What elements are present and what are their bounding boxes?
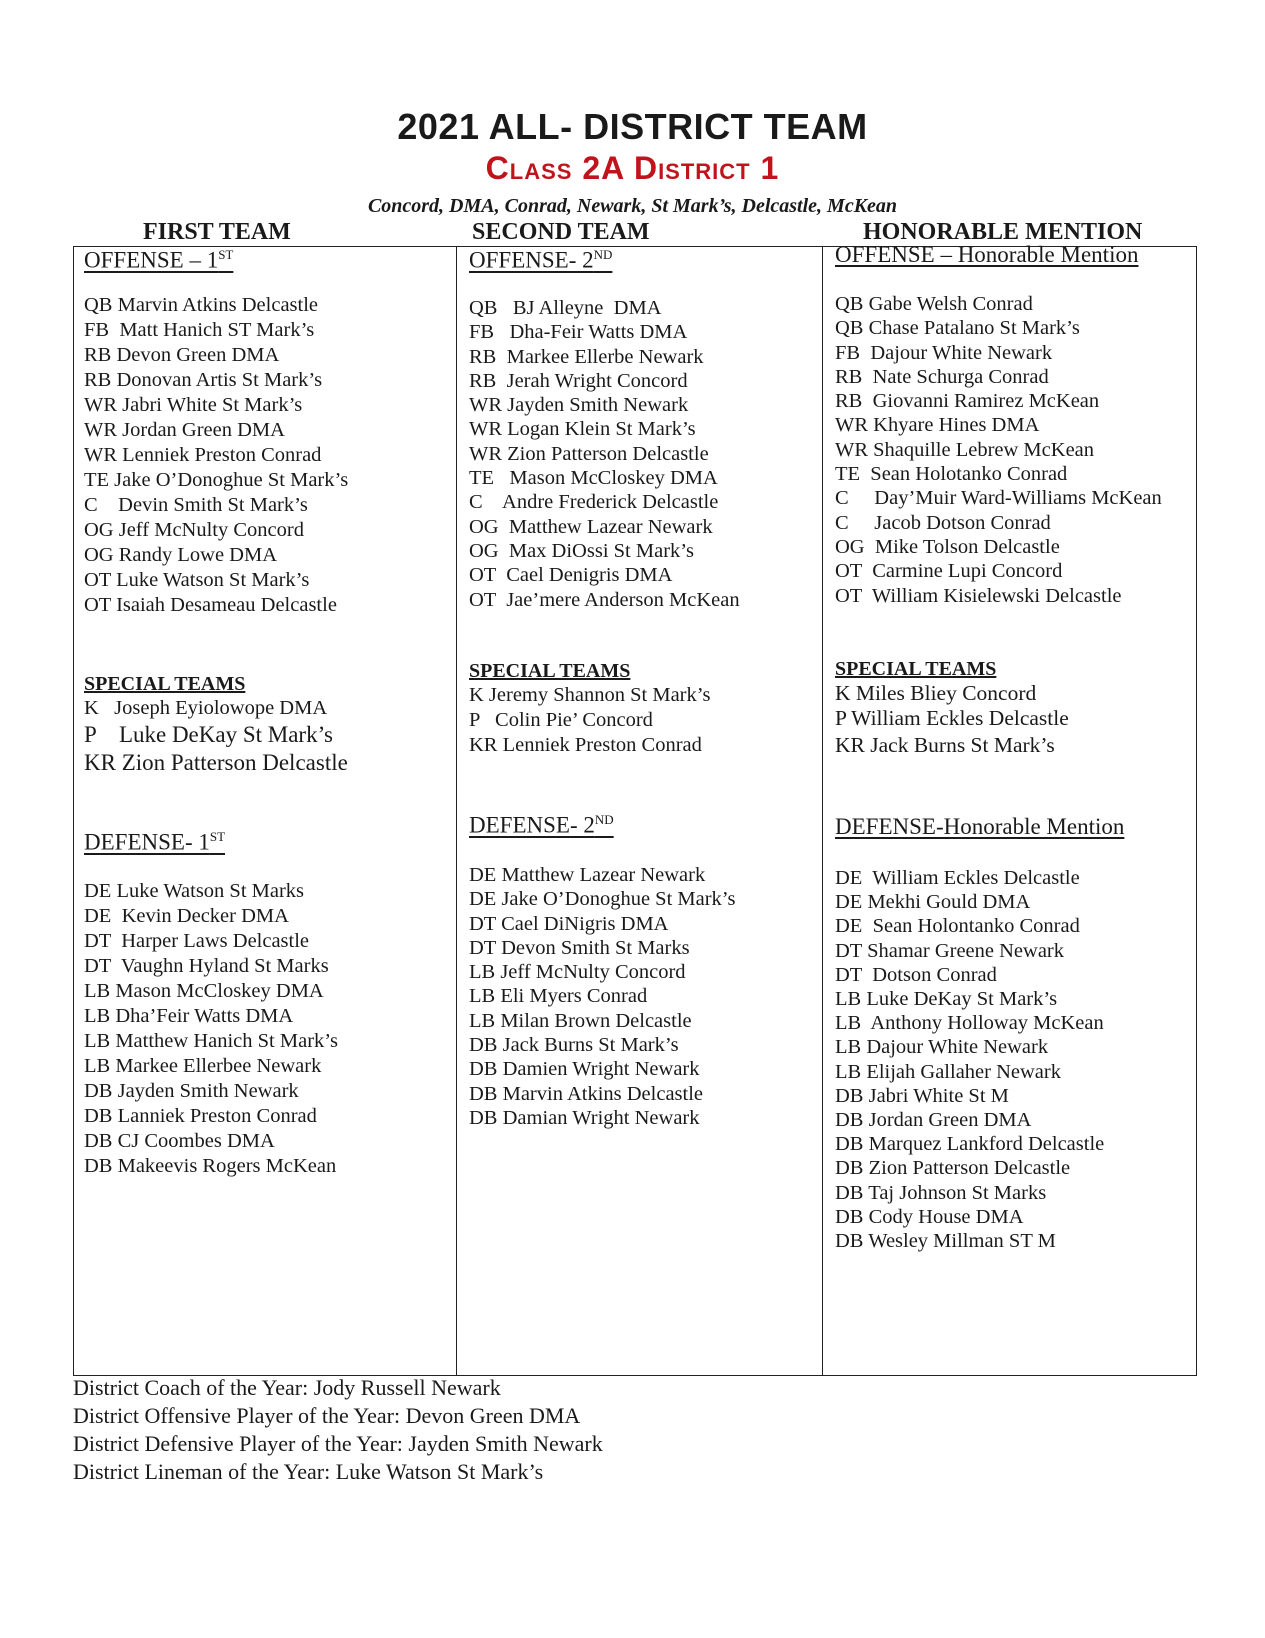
list-item: KR Zion Patterson Delcastle [84,750,348,775]
second-defense-section [469,806,614,840]
honorable-defense-list [835,866,1104,1253]
second-offense-list [469,296,740,612]
list-item: K Jeremy Shannon St Mark’s [469,684,711,706]
coach-of-the-year: District Coach of the Year: Jody Russell Newark [73,1375,501,1400]
list-item: OT Carmine Lupi Concord [835,560,1063,583]
list-item: OG Max DiOssi St Mark’s [469,539,694,562]
list-item: DB Taj Johnson St Marks [835,1181,1047,1204]
list-item: LB Markee Ellerbee Newark [84,1055,322,1077]
list-item: LB Eli Myers Conrad [469,985,648,1008]
list-item: DB Cody House DMA [835,1205,1024,1228]
lineman-of-the-year: District Lineman of the Year: Luke Watson St Mark’s [73,1459,544,1484]
list-item: DB Marquez Lankford Delcastle [835,1133,1105,1156]
list-item: RB Donovan Artis St Mark’s [84,369,323,391]
list-item: C Devin Smith St Mark’s [84,494,308,516]
list-item: RB Devon Green DMA [84,344,280,366]
list-item: DB Jabri White St M [835,1084,1009,1107]
list-item: RB Nate Schurga Conrad [835,365,1049,388]
list-item: DT Harper Laws Delcastle [84,930,310,952]
list-item: QB BJ Alleyne DMA [469,297,662,319]
list-item: OT Cael Denigris DMA [469,564,673,587]
list-item: DB Lanniek Preston Conrad [84,1105,317,1127]
list-item: FB Dha-Feir Watts DMA [469,321,688,344]
list-item: TE Sean Holotanko Conrad [835,463,1068,486]
list-item: OG Matthew Lazear Newark [469,515,713,538]
list-item: LB Dajour White Newark [835,1036,1049,1059]
list-item: DB Damian Wright Newark [469,1106,700,1129]
offensive-player-of-the-year: District Offensive Player of the Year: Devon Green DMA [73,1403,581,1428]
list-item: DT Vaughn Hyland St Marks [84,955,329,977]
list-item: KR Lenniek Preston Conrad [469,734,702,756]
list-item: P Luke DeKay St Mark’s [84,722,333,747]
second-defense-title: DEFENSE- 2ND [469,812,614,838]
honorable-special-section [835,657,1069,759]
list-item: RB Markee Ellerbe Newark [469,345,704,368]
list-item: K Joseph Eyiolowope DMA [84,697,328,719]
honorable-offense-list [835,292,1162,608]
list-item: QB Gabe Welsh Conrad [835,293,1033,315]
second-special-title: SPECIAL TEAMS [469,660,631,682]
list-item: DB CJ Coombes DMA [84,1130,275,1152]
first-special-section [84,672,348,777]
first-offense-list [84,293,348,618]
list-item: C Jacob Dotson Conrad [835,511,1051,534]
list-item: TE Mason McCloskey DMA [469,467,718,490]
list-item: DE Mekhi Gould DMA [835,891,1031,914]
list-item: DE William Eckles Delcastle [835,867,1080,889]
district-awards [73,1374,603,1486]
list-item: DB Makeevis Rogers McKean [84,1155,337,1177]
list-item: FB Dajour White Newark [835,341,1053,364]
honorable-defense-title: DEFENSE-Honorable Mention [835,814,1125,839]
list-item: DE Luke Watson St Marks [84,880,305,902]
list-item: WR Shaquille Lebrew McKean [835,438,1095,461]
list-item: FB Matt Hanich ST Mark’s [84,319,315,341]
list-item: OT William Kisielewski Delcastle [835,584,1122,607]
list-item: LB Luke DeKay St Mark’s [835,988,1058,1011]
column-heading-honorable-mention: HONORABLE MENTION [863,219,1143,245]
list-item: WR Khyare Hines DMA [835,414,1040,437]
list-item: OT Isaiah Desameau Delcastle [84,594,337,616]
list-item: DE Kevin Decker DMA [84,905,289,927]
list-item: DT Shamar Greene Newark [835,939,1065,962]
first-defense-list [84,879,338,1179]
roster-table [73,242,1197,1376]
list-item: LB Jeff McNulty Concord [469,961,686,984]
second-offense-title: OFFENSE- 2ND [469,247,613,273]
column-divider [822,247,823,1375]
list-item: DT Devon Smith St Marks [469,936,690,959]
column-divider [456,247,457,1375]
first-offense-section [84,241,233,275]
list-item: DT Dotson Conrad [835,963,997,986]
list-item: WR Zion Patterson Delcastle [469,442,709,465]
list-item: DB Wesley Millman ST M [835,1230,1056,1253]
list-item: WR Jabri White St Mark’s [84,394,303,416]
list-item: TE Jake O’Donoghue St Mark’s [84,469,349,491]
list-item: OG Mike Tolson Delcastle [835,535,1060,558]
list-item: OG Jeff McNulty Concord [84,519,304,541]
list-item: C Day’Muir Ward-Williams McKean [835,487,1162,510]
list-item: DE Jake O’Donoghue St Mark’s [469,888,736,911]
list-item: LB Dha’Feir Watts DMA [84,1005,294,1027]
first-offense-title: OFFENSE – 1ST [84,247,234,273]
honorable-special-title: SPECIAL TEAMS [835,658,997,680]
list-item: LB Milan Brown Delcastle [469,1009,692,1032]
list-item: LB Matthew Hanich St Mark’s [84,1030,338,1052]
second-special-section [469,659,710,758]
list-item: WR Logan Klein St Mark’s [469,418,696,441]
second-offense-section [469,241,612,275]
list-item: DE Sean Holontanko Conrad [835,915,1080,938]
list-item: DB Zion Patterson Delcastle [835,1157,1071,1180]
list-item: DB Jack Burns St Mark’s [469,1034,679,1057]
honorable-defense-section [835,813,1124,841]
list-item: DB Damien Wright Newark [469,1058,700,1081]
defensive-player-of-the-year: District Defensive Player of the Year: Jayden Smith Newark [73,1431,603,1456]
list-item: RB Giovanni Ramirez McKean [835,390,1100,413]
list-item: OG Randy Lowe DMA [84,544,278,566]
first-defense-title: DEFENSE- 1ST [84,829,226,855]
page-title: 2021 ALL- DISTRICT TEAM [397,106,868,147]
list-item: KR Jack Burns St Mark’s [835,733,1055,757]
list-item: QB Marvin Atkins Delcastle [84,294,319,316]
list-item: DT Cael DiNigris DMA [469,912,669,935]
list-item: LB Mason McCloskey DMA [84,980,324,1002]
page-subtitle: Class 2A District 1 [485,150,780,186]
list-item: LB Anthony Holloway McKean [835,1012,1104,1035]
list-item: P Colin Pie’ Concord [469,709,653,731]
list-item: WR Jordan Green DMA [84,419,285,441]
list-item: K Miles Bliey Concord [835,681,1037,705]
list-item: QB Chase Patalano St Mark’s [835,317,1080,340]
list-item: RB Jerah Wright Concord [469,369,688,392]
list-item: DB Jayden Smith Newark [84,1080,299,1102]
list-item: WR Jayden Smith Newark [469,394,689,417]
list-item: DB Jordan Green DMA [835,1109,1032,1132]
schools-list: Concord, DMA, Conrad, Newark, St Mark’s, Delcastle, McKean [367,195,898,217]
first-defense-section [84,823,225,857]
list-item: DE Matthew Lazear Newark [469,864,706,886]
list-item: LB Elijah Gallaher Newark [835,1060,1061,1083]
column-heading-first-team: FIRST TEAM [143,219,291,245]
list-item: DB Marvin Atkins Delcastle [469,1082,704,1105]
second-defense-list [469,863,735,1130]
list-item: WR Lenniek Preston Conrad [84,444,322,466]
first-special-title: SPECIAL TEAMS [84,673,246,695]
column-heading-second-team: SECOND TEAM [472,219,650,245]
list-item: OT Luke Watson St Mark’s [84,569,310,591]
honorable-offense-title: OFFENSE – Honorable Mention [835,242,1139,267]
list-item: C Andre Frederick Delcastle [469,491,719,514]
honorable-offense-section [835,241,1138,269]
list-item: OT Jae’mere Anderson McKean [469,588,740,611]
list-item: P William Eckles Delcastle [835,706,1069,730]
